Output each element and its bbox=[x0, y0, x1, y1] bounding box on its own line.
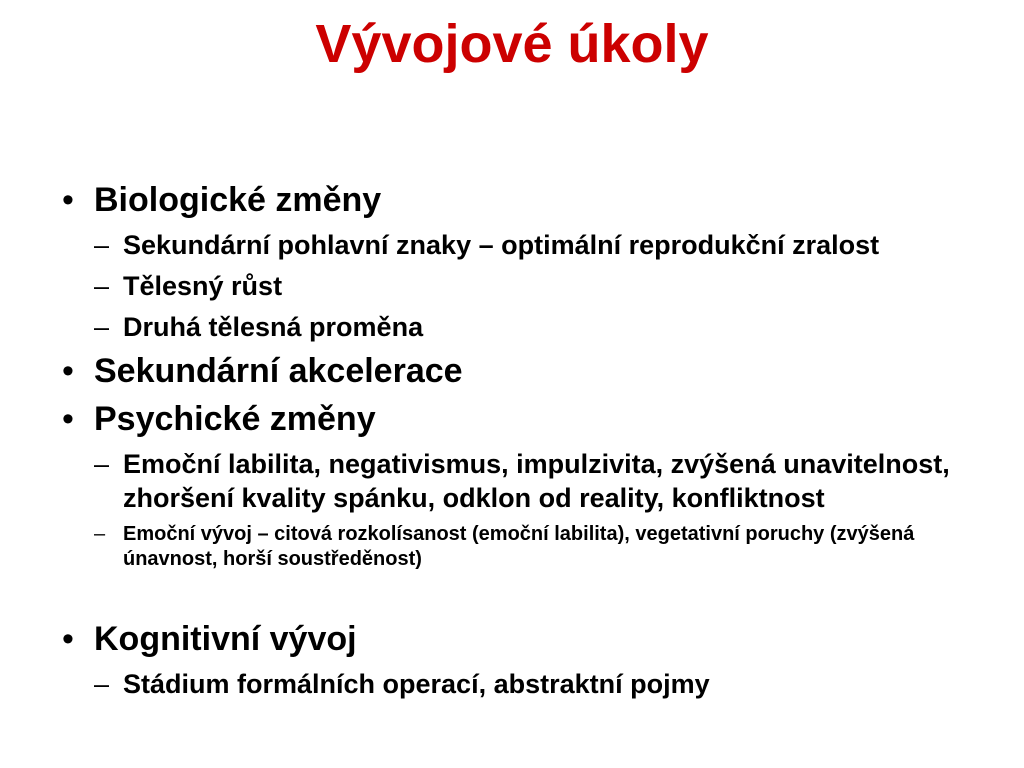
subitem-text: Emoční vývoj – citová rozkolísanost (emoční labilita), vegetativní poruchy (zvýšená únavnost, horší soustředěnost) bbox=[123, 523, 915, 570]
bullet-marker: • bbox=[62, 352, 74, 390]
bullet-text: Psychické změny bbox=[94, 400, 376, 438]
bullet-text: Sekundární akcelerace bbox=[94, 352, 463, 390]
dash-marker: – bbox=[94, 230, 110, 260]
dash-marker: – bbox=[94, 312, 110, 342]
bullet-biological-changes bbox=[62, 180, 1002, 220]
bullet-text: Biologické změny bbox=[94, 181, 382, 219]
bullet-marker: • bbox=[62, 181, 74, 219]
subitem-secondary-sex-traits bbox=[94, 228, 1002, 262]
bullet-text: Kognitivní vývoj bbox=[94, 620, 357, 658]
bullet-secondary-acceleration bbox=[62, 351, 1002, 391]
subitem-emotional-lability bbox=[94, 447, 1002, 515]
subitem-text: Druhá tělesná proměna bbox=[123, 312, 424, 342]
subitem-text: Sekundární pohlavní znaky – optimální reprodukční zralost bbox=[123, 230, 880, 260]
dash-marker: – bbox=[94, 271, 110, 301]
subitem-text: Emoční labilita, negativismus, impulzivita, zvýšená unavitelnost, zhoršení kvality spánku, odklon od reality, konfliktnost bbox=[123, 449, 950, 513]
bullet-psychological-changes bbox=[62, 399, 1002, 439]
bullet-list bbox=[62, 180, 1002, 708]
spacer bbox=[62, 579, 1002, 619]
subitem-emotional-development bbox=[94, 522, 1002, 572]
bullet-marker: • bbox=[62, 400, 74, 438]
bullet-marker: • bbox=[62, 620, 74, 658]
subitem-body-growth bbox=[94, 269, 1002, 303]
subitem-formal-operations bbox=[94, 667, 1002, 701]
slide-title: Vývojové úkoly bbox=[315, 14, 709, 74]
subitem-text: Tělesný růst bbox=[123, 271, 283, 301]
subitem-second-body-change bbox=[94, 310, 1002, 344]
subitem-text: Stádium formálních operací, abstraktní pojmy bbox=[123, 669, 710, 699]
dash-marker: – bbox=[94, 669, 110, 699]
dash-marker: – bbox=[94, 523, 106, 545]
dash-marker: – bbox=[94, 449, 110, 479]
bullet-cognitive-development bbox=[62, 619, 1002, 659]
